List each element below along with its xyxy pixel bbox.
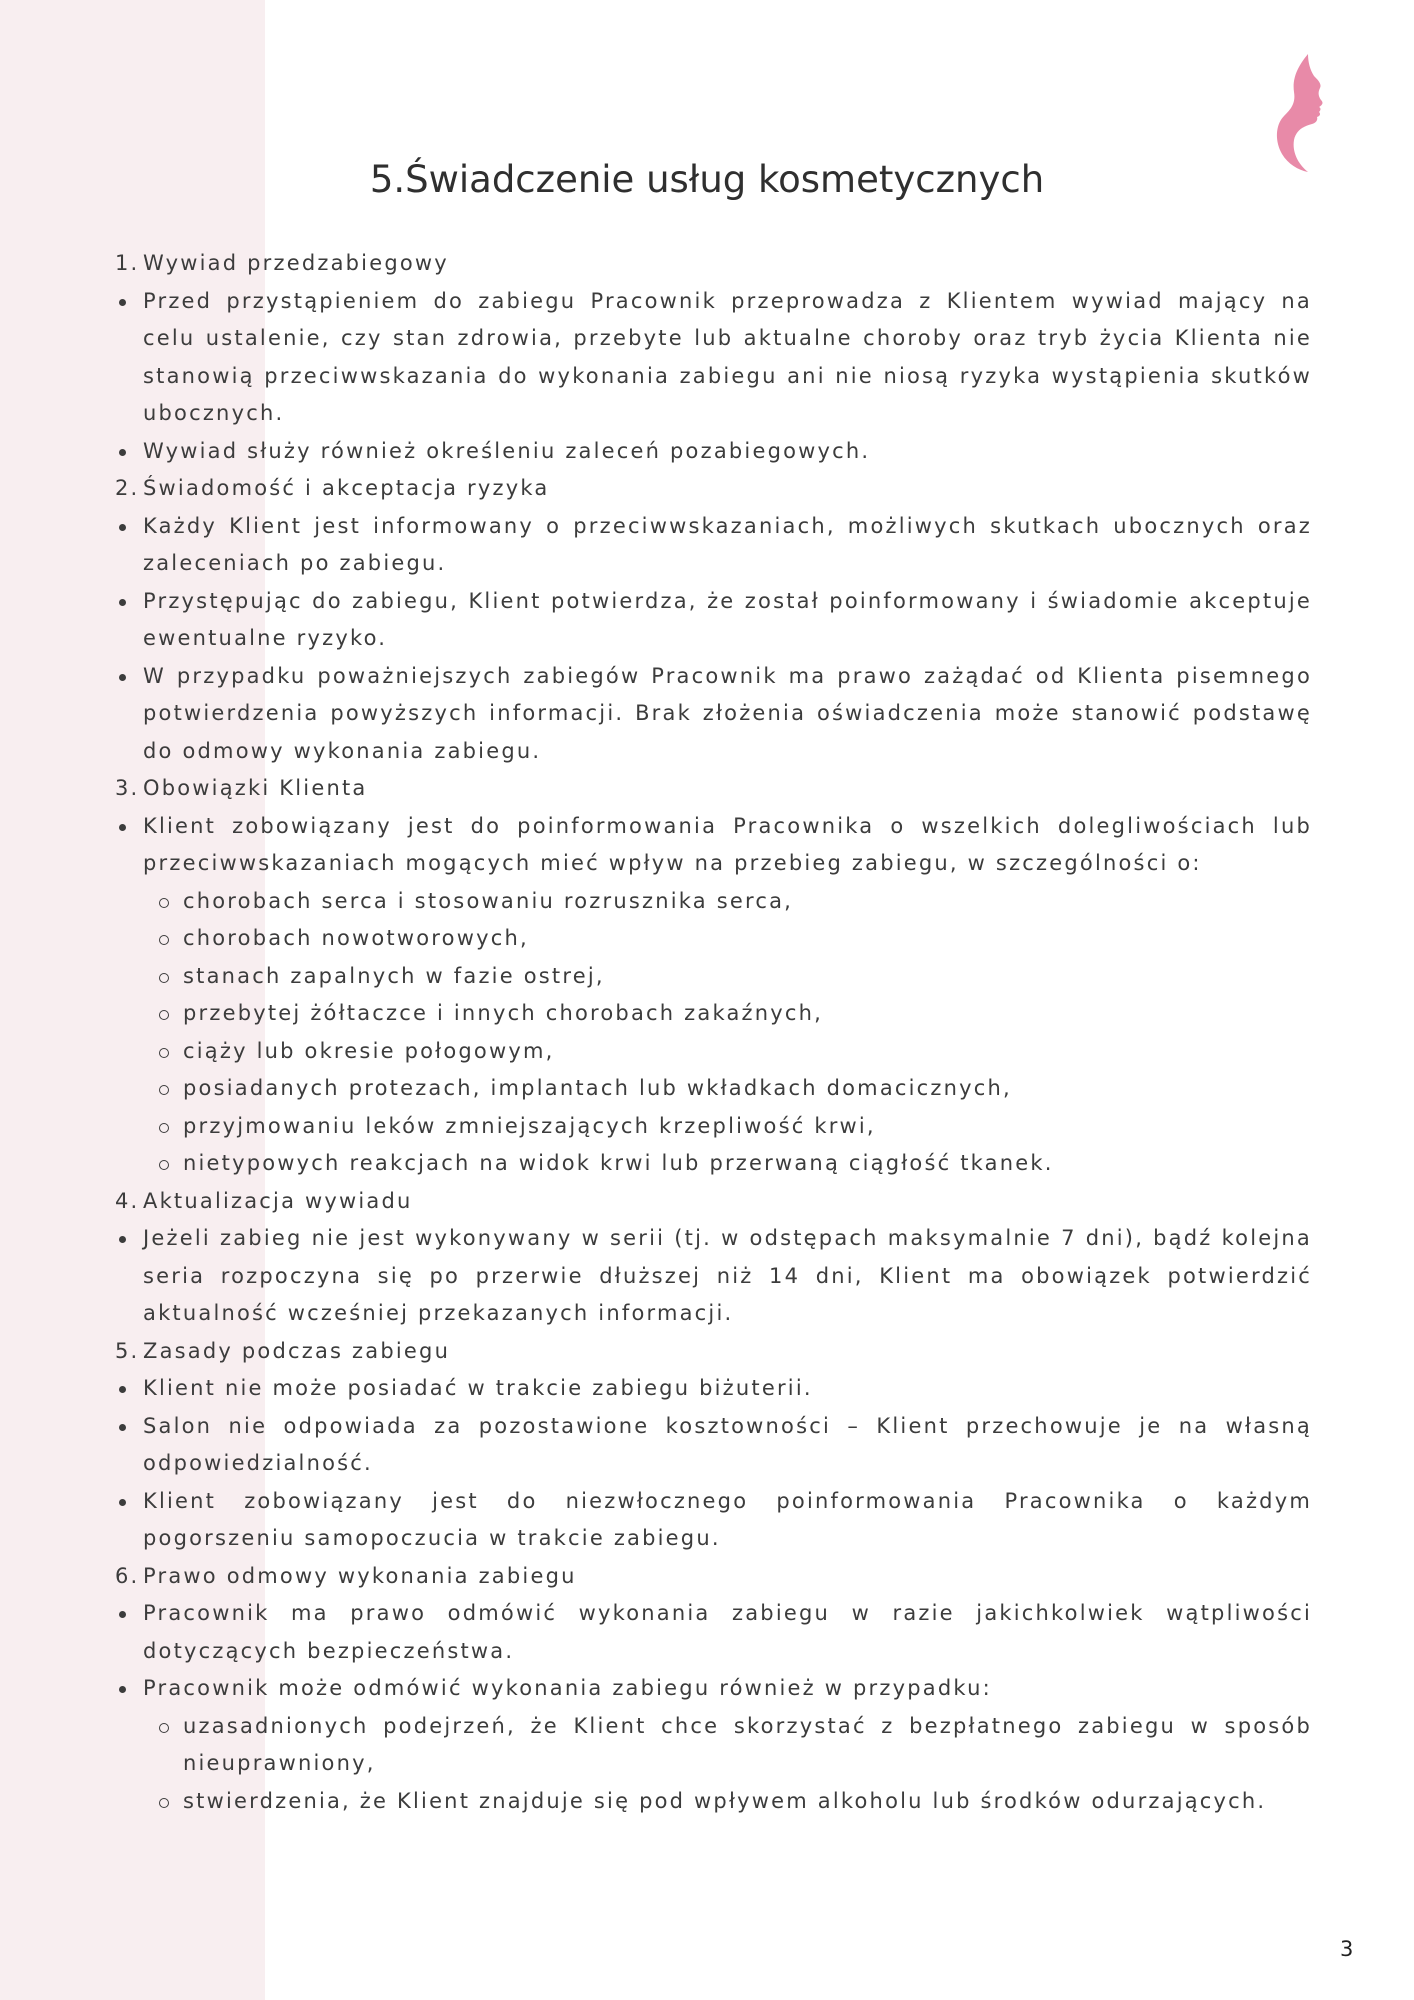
sub-bullet-item: stwierdzenia, że Klient znajduje się pod wpływem alkoholu lub środków odurzających. bbox=[110, 1783, 1312, 1821]
bullet-item: Salon nie odpowiada za pozostawione kosztowności – Klient przechowuje je na własną odpowiedzialność. bbox=[110, 1408, 1312, 1483]
page-number: 3 bbox=[1340, 1937, 1354, 1961]
section-number: 4. bbox=[115, 1188, 140, 1213]
bullet-item: Klient zobowiązany jest do poinformowania Pracownika o wszelkich dolegliwościach lub przeciwwskazaniach mogących mieć wpływ na przebieg zabiegu, w szczególności o: bbox=[110, 808, 1312, 883]
section-heading-text: Zasady podczas zabiegu bbox=[143, 1338, 451, 1363]
sub-bullet-item: przebytej żółtaczce i innych chorobach zakaźnych, bbox=[110, 995, 1312, 1033]
bullet-item: Pracownik ma prawo odmówić wykonania zabiegu w razie jakichkolwiek wątpliwości dotyczących bezpieczeństwa. bbox=[110, 1595, 1312, 1670]
bullet-item: Klient nie może posiadać w trakcie zabiegu biżuterii. bbox=[110, 1370, 1312, 1408]
section-number: 3. bbox=[115, 776, 140, 800]
page-title: 5.Świadczenie usług kosmetycznych bbox=[369, 158, 1045, 201]
bullet-item: Jeżeli zabieg nie jest wykonywany w serii (tj. w odstępach maksymalnie 7 dni), bądź kolejna seria rozpoczyna się po przerwie dłuższej niż 14 dni, Klient ma obowiązek potwierdzić aktualność wcześniej przekazanych informacji. bbox=[110, 1220, 1312, 1333]
document-body bbox=[110, 245, 1312, 1820]
sub-bullet-item: nietypowych reakcjach na widok krwi lub przerwaną ciągłość tkanek. bbox=[110, 1145, 1312, 1183]
section-heading bbox=[110, 245, 1312, 283]
section-heading bbox=[110, 470, 1312, 508]
section-number: 6. bbox=[115, 1563, 140, 1588]
section-heading bbox=[110, 770, 1312, 808]
section-heading-text: Prawo odmowy wykonania zabiegu bbox=[143, 1563, 577, 1588]
bullet-item: Wywiad służy również określeniu zaleceń pozabiegowych. bbox=[110, 433, 1312, 471]
sub-bullet-item: stanach zapalnych w fazie ostrej, bbox=[110, 958, 1312, 996]
section-heading-text: Wywiad przedzabiegowy bbox=[143, 251, 449, 275]
bullet-item: Klient zobowiązany jest do niezwłocznego poinformowania Pracownika o każdym pogorszeniu samopoczucia w trakcie zabiegu. bbox=[110, 1483, 1312, 1558]
sub-bullet-item: chorobach nowotworowych, bbox=[110, 920, 1312, 958]
sub-bullet-item: chorobach serca i stosowaniu rozrusznika serca, bbox=[110, 883, 1312, 921]
bullet-item: Przystępując do zabiegu, Klient potwierdza, że został poinformowany i świadomie akceptuje ewentualne ryzyko. bbox=[110, 583, 1312, 658]
sub-bullet-item: ciąży lub okresie połogowym, bbox=[110, 1033, 1312, 1071]
section-heading bbox=[110, 1183, 1312, 1221]
bullet-item: Pracownik może odmówić wykonania zabiegu również w przypadku: bbox=[110, 1670, 1312, 1708]
sub-bullet-item: przyjmowaniu leków zmniejszających krzepliwość krwi, bbox=[110, 1108, 1312, 1146]
sub-bullet-item: uzasadnionych podejrzeń, że Klient chce skorzystać z bezpłatnego zabiegu w sposób nieuprawniony, bbox=[110, 1708, 1312, 1783]
bullet-item: Każdy Klient jest informowany o przeciwwskazaniach, możliwych skutkach ubocznych oraz zaleceniach po zabiegu. bbox=[110, 508, 1312, 583]
section-heading-text: Aktualizacja wywiadu bbox=[143, 1188, 413, 1213]
bullet-item: W przypadku poważniejszych zabiegów Pracownik ma prawo zażądać od Klienta pisemnego potwierdzenia powyższych informacji. Brak złożenia oświadczenia może stanowić podstawę do odmowy wykonania zabiegu. bbox=[110, 658, 1312, 771]
section-heading-text: Obowiązki Klienta bbox=[143, 776, 368, 800]
bullet-item: Przed przystąpieniem do zabiegu Pracownik przeprowadza z Klientem wywiad mający na celu ustalenie, czy stan zdrowia, przebyte lub aktualne choroby oraz tryb życia Klienta nie stanowią przeciwwskazania do wykonania zabiegu ani nie niosą ryzyka wystąpienia skutków ubocznych. bbox=[110, 283, 1312, 433]
section-heading bbox=[110, 1333, 1312, 1371]
section-number: 1. bbox=[115, 251, 140, 275]
section-number: 5. bbox=[115, 1338, 140, 1363]
woman-face-profile-icon bbox=[1268, 52, 1334, 174]
section-heading bbox=[110, 1558, 1312, 1596]
sub-bullet-item: posiadanych protezach, implantach lub wkładkach domacicznych, bbox=[110, 1070, 1312, 1108]
section-number: 2. bbox=[115, 476, 140, 500]
section-heading-text: Świadomość i akceptacja ryzyka bbox=[143, 476, 550, 500]
